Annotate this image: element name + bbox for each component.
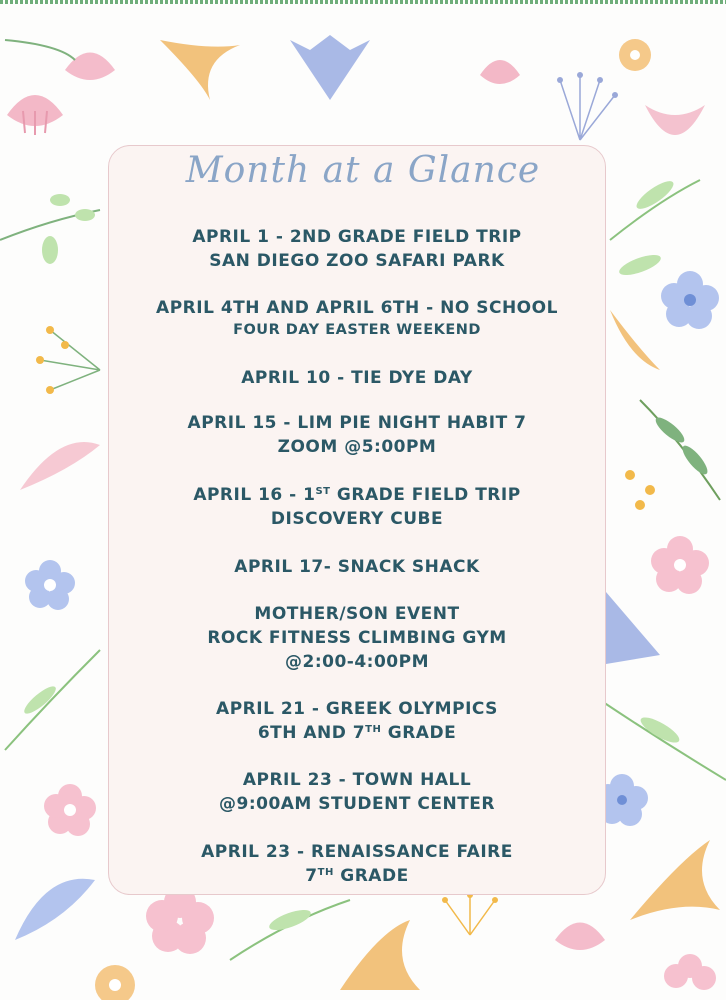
pink-flower-icon [651,536,709,594]
dotted-sprig-icon [442,892,498,935]
event-item [108,225,606,273]
yellow-flower-icon [625,470,655,510]
green-leaf-icon [5,650,100,750]
event-item [108,602,606,674]
event-line: @2:00-4:00PM [284,652,429,672]
pink-flower-icon [146,886,214,954]
yellow-leaf-icon [630,840,720,920]
event-line: APRIL 10 - TIE DYE DAY [241,368,473,388]
event-line: APRIL 4TH AND APRIL 6TH - NO SCHOOL [156,298,558,318]
event-line: APRIL 23 - RENAISSANCE FAIRE [201,842,513,862]
yellow-flower-icon [36,326,100,394]
blue-flower-icon [25,560,75,610]
event-item [108,411,606,459]
pink-flower-icon [645,105,705,135]
event-line: APRIL 16 - 1ST GRADE FIELD TRIP [193,485,521,505]
event-line: DISCOVERY CUBE [270,509,444,529]
yellow-flower-icon [95,965,135,1000]
green-leaf-icon [600,700,726,780]
blue-leaf-icon [15,879,95,940]
yellow-leaf-icon [340,920,420,990]
yellow-leaf-icon [610,310,660,370]
event-item [108,555,606,579]
ordinal-superscript: TH [317,867,334,878]
blue-flower-icon [600,585,660,665]
event-line: APRIL 1 - 2ND GRADE FIELD TRIP [192,227,522,247]
event-item [108,366,606,390]
event-line: APRIL 17- SNACK SHACK [234,557,480,577]
pink-flower-icon [555,923,605,951]
ordinal-superscript: ST [315,486,331,497]
stem-icon [5,40,75,60]
event-line: APRIL 21 - GREEK OLYMPICS [216,699,498,719]
event-line: MOTHER/SON EVENT [254,604,460,624]
event-item [108,840,606,888]
green-leaf-icon [617,251,663,279]
event-line: ROCK FITNESS CLIMBING GYM [207,628,507,648]
green-leaf-icon [0,194,100,264]
pink-flower-icon [480,60,520,84]
event-line: 7TH GRADE [305,866,409,886]
event-line: APRIL 15 - LIM PIE NIGHT HABIT 7 [187,413,527,433]
event-item [108,296,606,340]
pink-flower-icon [664,954,716,990]
dotted-sprig-icon [557,72,618,140]
event-line: SAN DIEGO ZOO SAFARI PARK [209,251,505,271]
event-line: @9:00AM STUDENT CENTER [218,794,495,814]
green-leaf-icon [267,906,313,934]
ordinal-superscript: TH [365,724,382,735]
green-leaf-icon [640,400,720,500]
page-title: Month at a Glance [185,150,541,191]
event-item [108,697,606,745]
yellow-leaf-icon [160,40,240,100]
blue-flower-icon [661,271,719,329]
event-item [108,483,606,531]
yellow-flower-icon [619,39,651,71]
green-leaf-icon [230,900,350,960]
event-item [108,768,606,816]
event-line: 6TH AND 7TH GRADE [257,723,457,743]
pink-flower-icon [7,95,63,135]
event-line: APRIL 23 - TOWN HALL [242,770,472,790]
pink-leaf-icon [20,442,100,490]
blue-flower-icon [290,35,370,100]
event-line: ZOOM @5:00PM [277,437,437,457]
pink-flower-icon [44,784,96,836]
event-subline: FOUR DAY EASTER WEEKEND [233,322,481,338]
